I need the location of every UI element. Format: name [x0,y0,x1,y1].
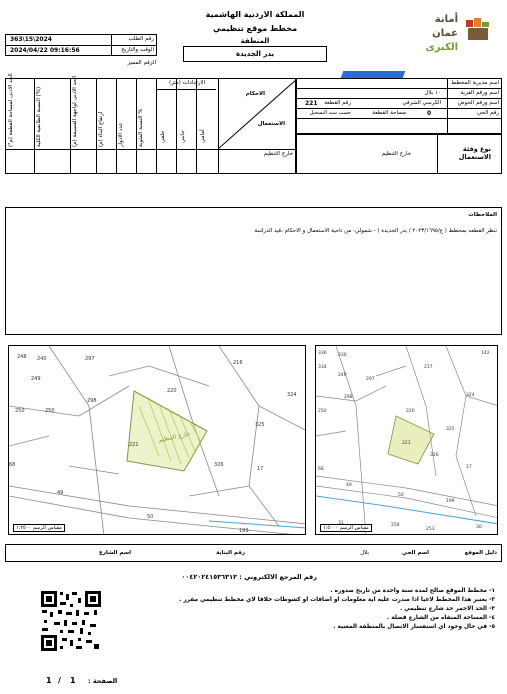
svg-text:240: 240 [37,356,47,362]
disclaimers [125,588,495,630]
min-area-header: الحد الادنى لمساحة القطعة (م²) [8,73,14,147]
special-no-label: الرقم المميز [127,60,156,66]
svg-text:326: 326 [430,453,439,458]
svg-text:68: 68 [318,467,324,472]
datetime: 2024/04/22 09:16:56 [10,47,80,54]
highlight-mark [341,71,406,78]
org-name-2: عمان [432,28,458,39]
building-no-label: رقم البناية [216,550,245,556]
left-map-scale: مقياس الرسم ١:٢٥٠٠ [13,524,65,532]
floors-header: عدد الادوار [118,122,124,147]
svg-text:256: 256 [391,523,400,528]
usage-box [296,134,502,174]
svg-text:298: 298 [87,398,97,404]
svg-text:49: 49 [57,490,64,496]
svg-text:253: 253 [426,527,435,532]
area-label: المنطقة [240,37,270,45]
basin-label: اسم ورقم الحوض [457,100,499,106]
svg-text:326: 326 [214,462,224,468]
org-name-3: الكبرى [425,42,458,53]
pagination [40,676,120,688]
disclaimer-2: ٢- يعتبر هذا المخطط لاغيا اذا صدرت عليه اية معلومات او اضافات او كشوطات خلافا لاي مخطط تنظيمي مقرر . [179,597,495,603]
rear-header: خلفي [160,130,166,143]
svg-text:248: 248 [17,354,27,360]
qr-code-icon [40,590,102,652]
parcel-label: رقم القطعة [324,100,351,106]
disclaimer-1: ١- مخطط الموقع صالح لمدة سنة واحدة من تاريخ صدوره . [330,588,495,594]
svg-text:50: 50 [147,514,154,520]
diagonal-divider [218,79,297,149]
svg-text:220: 220 [406,409,415,414]
svg-text:336: 336 [318,351,327,356]
map-left [8,345,306,535]
logo [416,8,498,60]
org-name-1: أمانة [434,14,458,25]
svg-text:217: 217 [424,365,433,370]
svg-text:199: 199 [446,499,455,504]
svg-text:325: 325 [446,427,455,432]
svg-text:221: 221 [402,441,411,446]
svg-text:250: 250 [15,408,25,414]
usage-value: خارج التنظيم [381,151,411,157]
svg-text:330: 330 [338,353,347,358]
datetime-label: الوقت والتاريخ [121,47,154,53]
street-name-label: اسم الشارع [98,550,131,556]
svg-text:142: 142 [481,351,490,356]
street-guide-value: بلال [360,550,369,556]
front-header: أمامي [200,129,206,143]
setbacks-header: الارتدادات (متر) [168,80,206,86]
svg-text:49: 49 [346,483,352,488]
neighborhood-label: رقم الحي [476,110,499,116]
svg-text:249: 249 [31,376,41,382]
svg-text:199: 199 [239,528,249,534]
svg-text:250: 250 [45,408,55,414]
total-pct-header: النسبة الطابقية الكلية (%) [36,86,42,147]
svg-text:324: 324 [287,392,297,398]
map-right-svg [316,346,498,535]
address-row [5,544,502,562]
svg-text:17: 17 [257,466,264,472]
directorate-label: اسم مديرية المخطط [451,80,499,86]
usage-label: نوع وفئة الاستعمال [458,145,491,161]
request-no-label: رقم الطلب [128,36,154,42]
district-label: اسم الحي [401,550,429,556]
notes-box [5,207,502,335]
map-left-svg [9,346,306,535]
svg-text:30: 30 [476,525,482,530]
side-header: جانبي [180,130,186,143]
height-header: ارتفاع البناء (م) [98,111,104,147]
page-total: 1 [46,676,52,685]
coverage-header: النسبة المئوية % [138,108,144,147]
electronic-ref: رقم المرجع الالكتروني : ٠٠٤٢٠٢٤١٥٣٦٣١٣ [181,573,317,581]
parcel-value: 221 [305,100,318,107]
info-table [296,78,502,134]
svg-text:221: 221 [129,442,139,448]
basin-value: الكرسي الشرقي [402,100,441,106]
svg-text:17: 17 [466,465,472,470]
outside-planning-label: خارج التنظيم [263,151,293,157]
svg-text:324: 324 [466,393,475,398]
area-parcel-label: مساحة القطعة [372,110,406,116]
map-right [315,345,498,535]
amman-logo-icon [462,16,492,44]
rulings-label: الاحكام [245,91,265,97]
disclaimer-3: ٣- الحد الاحمر حد شارع تنظيمي . [400,606,495,612]
notes-label: الملاحظات [468,212,497,218]
svg-text:50: 50 [398,493,404,498]
use-label: الاستعمال [257,121,285,127]
request-no: 363\15\2024 [10,36,52,43]
svg-text:325: 325 [255,422,265,428]
neighborhood-value: 0 [427,110,432,117]
svg-text:298: 298 [344,395,353,400]
disclaimer-4: ٤- المساحة المنفاه من الشارع فضلة . [386,615,495,621]
kingdom-title: المملكة الاردنية الهاشمية [205,10,305,19]
area-value: بدر الجديدة [235,50,275,58]
village-value: ١٠ بلال [424,90,441,96]
page-label: الصفحة : [88,677,118,685]
svg-text:297: 297 [366,377,375,382]
svg-text:250: 250 [318,409,327,414]
disclaimer-5: ٥- في حال وجود اي استفسار الاتصال بالمنطقة المعنية . [333,624,495,630]
doc-title: مخطط موقع تنظيمي [212,24,298,33]
svg-text:216: 216 [233,360,243,366]
svg-text:297: 297 [85,356,95,362]
page-current: 1 [70,676,76,685]
svg-text:68: 68 [9,462,16,468]
svg-text:220: 220 [167,388,177,394]
street-guide-label: دليل الموقع [464,550,497,556]
parcel-map-label: خارج التنظيم [157,430,191,444]
area-value-box [183,46,327,62]
page-separator: / [58,676,61,685]
svg-text:334: 334 [318,365,327,370]
area-note: حسب سند التسجيل [309,110,351,116]
right-map-scale: مقياس الرسم ١:٥٠٠٠ [320,524,372,532]
village-label: اسم ورقم القرية [460,90,499,96]
notes-text: تنظر القطعه بمخطط ( ع/٢٠٢٣/١٦٩٥ / بدر الجديدة ) - شمولي- من ناحية الاستعمال و الاحكام ،قيد الدراسة [254,228,497,234]
min-front-header: الحد الادنى لواجهة القسيمة (م) [72,75,78,147]
rulings-table [5,73,296,174]
request-box [5,34,157,56]
svg-text:249: 249 [338,373,347,378]
